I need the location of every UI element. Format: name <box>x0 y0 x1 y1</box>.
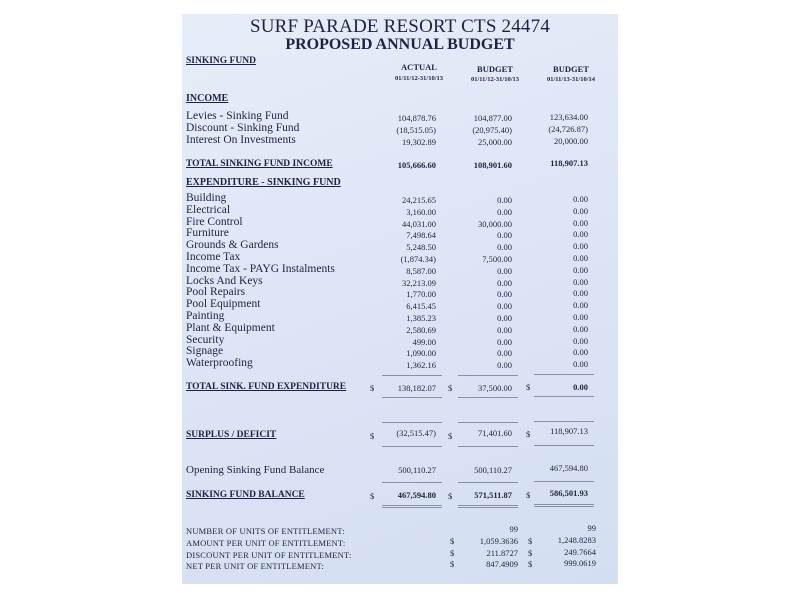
expenditure-budget-next: 0.00 <box>573 323 588 334</box>
entitlement-budget-values <box>448 524 518 571</box>
currency-symbol: $ <box>450 535 455 546</box>
expenditure-budget-next: 0.00 <box>573 264 588 275</box>
expenditure-label: Signage <box>186 345 224 358</box>
expenditure-label: Waterproofing <box>186 357 253 370</box>
entitlement-budget: 211.8727 <box>486 547 518 558</box>
income-budget: (20,975.40) <box>472 124 512 135</box>
opening-balance-budget-next: 467,594.80 <box>549 463 588 473</box>
opening-balance-budget: 500,110.27 <box>474 465 512 475</box>
expenditure-budget: 0.00 <box>497 336 512 347</box>
col-budget-next-period: 01/11/13-31/10/14 <box>546 76 596 83</box>
col-actual-heading: ACTUAL <box>401 62 437 72</box>
entitlement-budget: 1,059.3636 <box>479 535 518 546</box>
expenditure-label: Income Tax - PAYG Instalments <box>186 262 335 275</box>
expenditure-budget: 0.00 <box>497 195 512 205</box>
currency-symbol: $ <box>370 383 375 393</box>
expenditure-budget-next: 0.00 <box>573 300 588 311</box>
expenditure-budget-values <box>442 195 512 372</box>
currency-symbol: $ <box>528 547 533 558</box>
currency-symbol: $ <box>528 535 533 546</box>
entitlement-budget-next: 249.7664 <box>564 546 596 557</box>
expenditure-budget: 0.00 <box>497 348 512 359</box>
entitlement-budget-next: 1,248.8283 <box>557 534 596 545</box>
currency-symbol: $ <box>526 382 531 392</box>
rule <box>458 482 518 483</box>
expenditure-label: Electrical <box>186 203 231 216</box>
expenditure-budget: 0.00 <box>497 301 512 312</box>
double-rule <box>458 505 518 508</box>
income-labels <box>186 111 299 146</box>
opening-balance-actual: 500,110.27 <box>398 465 436 475</box>
expenditure-actual: 8,587.00 <box>406 265 436 276</box>
income-actual-values <box>366 113 436 148</box>
expenditure-actual: 1,090.00 <box>406 348 436 359</box>
resort-title: SURF PARADE RESORT CTS 24474 <box>249 16 551 37</box>
expenditure-budget: 0.00 <box>497 206 512 217</box>
income-budget: 25,000.00 <box>478 136 512 147</box>
entitlement-label: AMOUNT PER UNIT OF ENTITLEMENT: <box>186 537 346 548</box>
expenditure-budget-next: 0.00 <box>573 311 588 322</box>
entitlement-label: NET PER UNIT OF ENTITLEMENT: <box>186 561 325 572</box>
balance-budget: 571,511.87 <box>474 490 512 500</box>
expenditure-budget: 0.00 <box>497 289 512 300</box>
rule <box>382 482 442 483</box>
expenditure-actual: 2,580.69 <box>406 324 436 335</box>
expenditure-budget: 0.00 <box>497 312 512 323</box>
expenditure-budget: 30,000.00 <box>478 218 512 229</box>
col-budget-period: 01/11/12-31/10/13 <box>470 76 520 83</box>
expenditure-heading: EXPENDITURE - SINKING FUND <box>186 177 341 188</box>
currency-symbol: $ <box>526 490 531 500</box>
income-label: Discount - Sinking Fund <box>186 121 300 134</box>
expenditure-actual: 6,415.45 <box>406 301 436 312</box>
rule <box>382 397 442 398</box>
expenditure-budget-next: 0.00 <box>573 252 588 263</box>
expenditure-actual: 24,215.65 <box>402 195 436 205</box>
expenditure-budget-next: 0.00 <box>573 229 588 240</box>
expenditure-budget-next: 0.00 <box>573 335 588 346</box>
expenditure-budget-next: 0.00 <box>573 288 588 299</box>
entitlement-label: DISCOUNT PER UNIT OF ENTITLEMENT: <box>186 549 352 560</box>
income-budget: 104,877.00 <box>473 113 512 123</box>
expenditure-label: Pool Equipment <box>186 298 261 311</box>
rule <box>458 446 518 447</box>
col-budget-heading: BUDGET <box>477 64 513 74</box>
expenditure-budget-next: 0.00 <box>573 217 588 228</box>
balance-actual: 467,594.80 <box>397 490 436 500</box>
currency-symbol: $ <box>526 429 531 439</box>
total-income-label: TOTAL SINKING FUND INCOME <box>186 159 333 169</box>
income-budget-next: (24,726.87) <box>548 123 588 134</box>
balance-budget-next: 586,501.93 <box>549 488 588 498</box>
expenditure-budget: 0.00 <box>497 242 512 253</box>
rule <box>534 396 594 397</box>
expenditure-budget: 0.00 <box>497 324 512 335</box>
expenditure-actual-values <box>366 195 436 372</box>
col-actual-period: 01/11/12-31/10/13 <box>394 75 444 82</box>
surplus-budget-next: 118,907.13 <box>550 426 588 436</box>
currency-symbol: $ <box>528 559 533 570</box>
expenditure-label: Pool Repairs <box>186 286 246 299</box>
expenditure-label: Locks And Keys <box>186 274 263 287</box>
income-budget-next-values <box>518 112 588 147</box>
surplus-budget: 71,401.60 <box>478 428 512 438</box>
surplus-actual: (32,515.47) <box>396 428 436 438</box>
income-heading: INCOME <box>186 93 229 104</box>
double-rule <box>382 505 442 508</box>
currency-symbol: $ <box>448 431 453 441</box>
rule <box>534 481 594 482</box>
total-expenditure-budget-next: 0.00 <box>573 382 588 392</box>
expenditure-label: Plant & Equipment <box>186 321 275 334</box>
currency-symbol: $ <box>450 559 455 570</box>
currency-symbol: $ <box>370 491 375 501</box>
expenditure-actual: 44,031.00 <box>402 218 436 229</box>
budget-document <box>182 14 618 584</box>
income-budget-next: 123,634.00 <box>549 112 588 122</box>
income-budget-values <box>442 113 512 148</box>
expenditure-budget: 0.00 <box>497 230 512 241</box>
expenditure-label: Security <box>186 333 225 346</box>
rule <box>458 375 518 376</box>
expenditure-label: Grounds & Gardens <box>186 239 279 252</box>
income-budget-next: 20,000.00 <box>554 135 588 146</box>
income-actual: 104,878.76 <box>397 113 436 123</box>
total-income-actual: 105,666.60 <box>397 160 436 170</box>
expenditure-actual: 1,385.23 <box>406 312 436 323</box>
expenditure-label: Fire Control <box>186 215 243 228</box>
entitlement-budget: 99 <box>509 524 518 534</box>
entitlement-labels <box>186 526 351 573</box>
currency-symbol: $ <box>450 547 455 558</box>
expenditure-budget: 0.00 <box>497 360 512 371</box>
currency-symbol: $ <box>448 383 453 393</box>
entitlement-budget-next: 99 <box>587 523 596 533</box>
income-actual: (18,515.05) <box>396 124 436 135</box>
expenditure-label: Building <box>186 192 227 204</box>
rule <box>382 446 442 447</box>
expenditure-budget: 0.00 <box>497 277 512 288</box>
sinking-fund-heading: SINKING FUND <box>186 56 256 66</box>
balance-label: SINKING FUND BALANCE <box>186 490 305 500</box>
budget-subtitle: PROPOSED ANNUAL BUDGET <box>285 36 515 53</box>
expenditure-actual: 1,770.00 <box>406 289 436 300</box>
entitlement-budget-next: 999.0619 <box>564 558 596 569</box>
opening-balance-label: Opening Sinking Fund Balance <box>186 464 325 476</box>
expenditure-budget-next: 0.00 <box>573 241 588 252</box>
expenditure-actual: 32,213.09 <box>402 277 436 288</box>
currency-symbol: $ <box>448 491 453 501</box>
income-label: Interest On Investments <box>186 133 296 146</box>
expenditure-actual: 1,362.16 <box>406 360 436 371</box>
currency-symbol: $ <box>370 431 375 441</box>
rule <box>534 374 594 375</box>
entitlement-budget: 847.4909 <box>486 559 518 570</box>
expenditure-label: Income Tax <box>186 250 241 263</box>
expenditure-actual: 3,160.00 <box>406 206 436 217</box>
income-label: Levies - Sinking Fund <box>186 110 289 122</box>
total-expenditure-label: TOTAL SINK. FUND EXPENDITURE <box>186 382 347 392</box>
expenditure-budget-next: 0.00 <box>573 347 588 358</box>
expenditure-label: Furniture <box>186 227 229 240</box>
entitlement-budget-next-values <box>526 523 596 570</box>
rule <box>534 421 594 422</box>
rule <box>458 397 518 398</box>
double-rule <box>534 504 594 507</box>
expenditure-actual: 7,498.64 <box>406 230 436 241</box>
expenditure-budget-next: 0.00 <box>573 276 588 287</box>
income-actual: 19,302.89 <box>402 136 436 147</box>
expenditure-actual: (1,874.34) <box>400 253 436 264</box>
rule <box>382 422 442 423</box>
expenditure-budget: 0.00 <box>497 265 512 276</box>
expenditure-budget-next: 0.00 <box>573 194 588 204</box>
expenditure-budget: 7,500.00 <box>482 253 512 264</box>
total-income-budget: 108,901.60 <box>473 160 512 170</box>
surplus-label: SURPLUS / DEFICIT <box>186 430 277 440</box>
rule <box>458 422 518 423</box>
expenditure-budget-next: 0.00 <box>573 205 588 216</box>
expenditure-actual: 5,248.50 <box>406 242 436 253</box>
rule <box>382 375 442 376</box>
expenditure-labels <box>186 193 335 370</box>
entitlement-label: NUMBER OF UNITS OF ENTITLEMENT: <box>186 526 345 536</box>
expenditure-label: Painting <box>186 309 225 322</box>
col-budget-next-heading: BUDGET <box>553 64 589 74</box>
rule <box>534 445 594 446</box>
expenditure-budget-next: 0.00 <box>573 359 588 370</box>
expenditure-budget-next-values <box>518 194 588 371</box>
total-income-budget-next: 118,907.13 <box>550 158 588 168</box>
total-expenditure-actual: 138,182.07 <box>397 383 436 393</box>
expenditure-actual: 499.00 <box>412 336 436 347</box>
total-expenditure-budget: 37,500.00 <box>478 383 512 393</box>
